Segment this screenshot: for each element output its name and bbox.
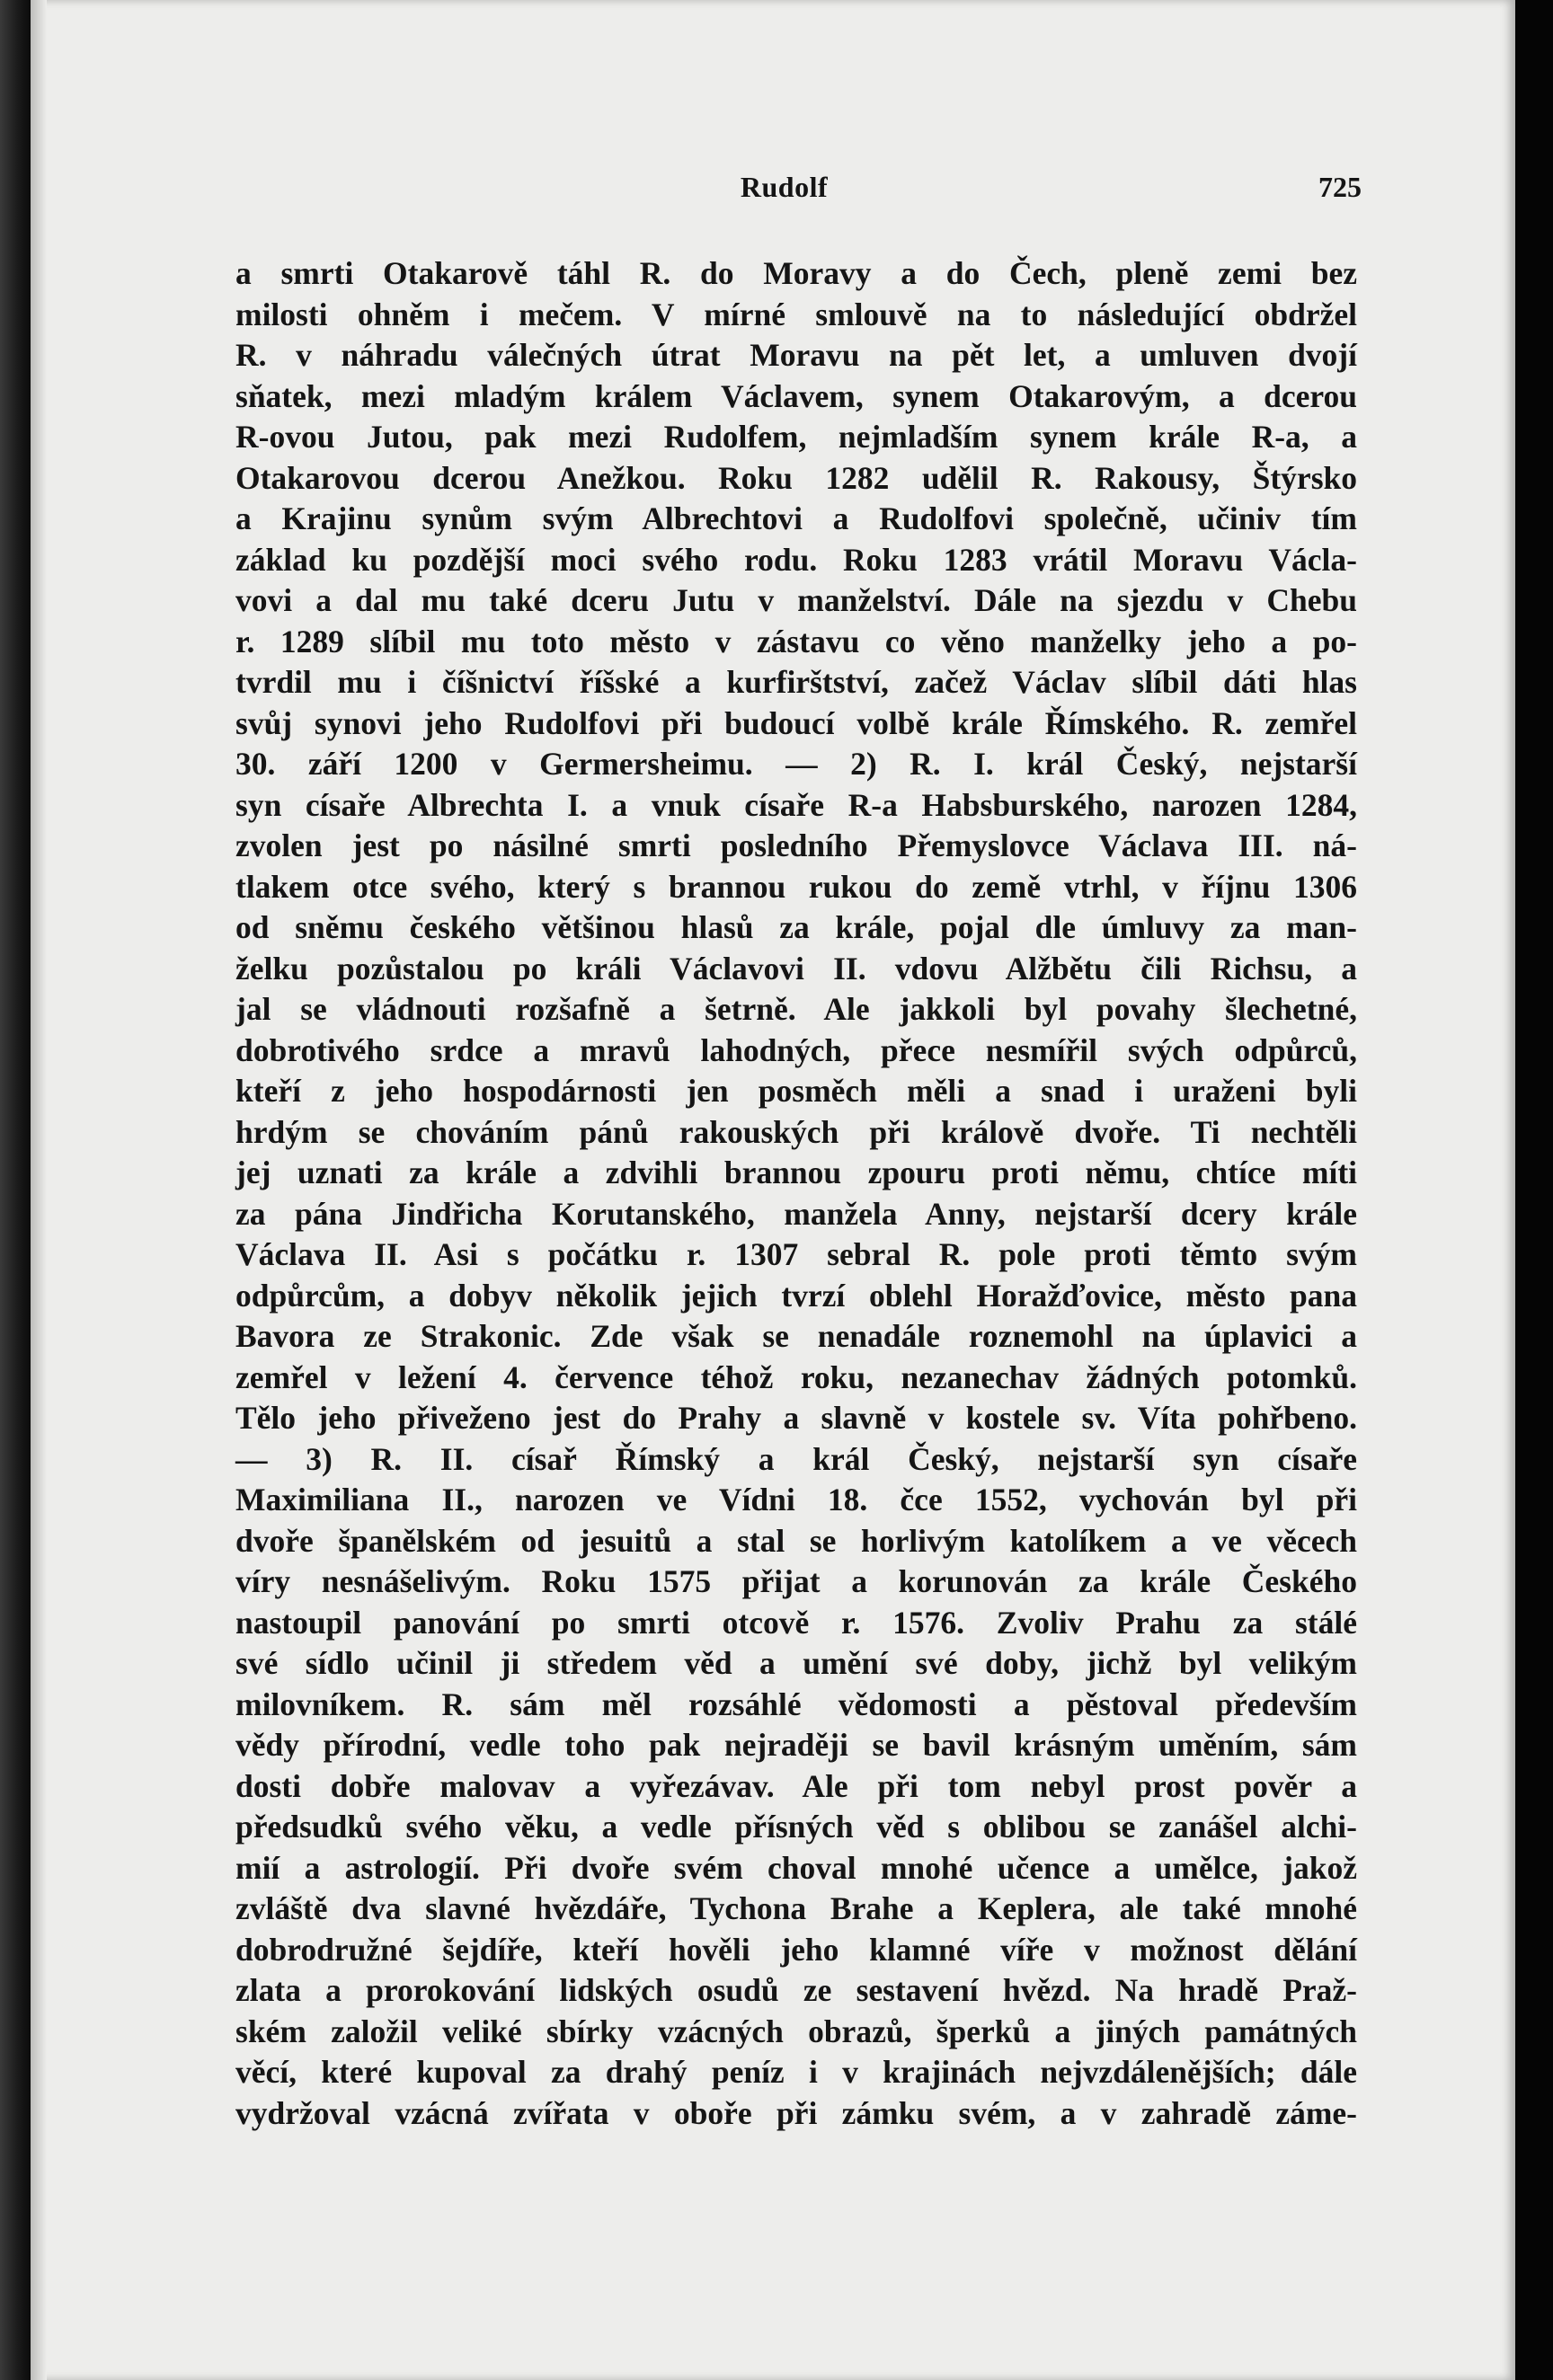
scan-left-edge [0, 0, 31, 2380]
page-number: 725 [1318, 171, 1362, 203]
text-line: syn císaře Albrechta I. a vnuk císaře R-a Habsburského, narozen 1284, [235, 786, 1357, 823]
text-line: vydržoval vzácná zvířata v oboře při zámku svém, a v zahradě záme- [235, 2094, 1357, 2131]
encyclopedia-entry-text [235, 253, 1357, 2134]
text-line: a smrti Otakarově táhl R. do Moravy a do Čech, pleně zemi bez [235, 255, 1357, 291]
text-line: jej uznati za krále a zdvihli brannou zpouru proti němu, chtíce míti [235, 1155, 1357, 1190]
text-line: svůj synovi jeho Rudolfovi při budoucí volbě krále Římského. R. zemřel [235, 704, 1357, 741]
text-line: dosti dobře malovav a vyřezávav. Ale při tom nebyl prost pověr a [235, 1767, 1357, 1804]
text-line: základ ku pozdější moci svého rodu. Roku 1283 vrátil Moravu Václa- [235, 541, 1357, 578]
text-line: za pána Jindřicha Korutanského, manžela Anny, nejstarší dcery krále [235, 1195, 1357, 1232]
text-line: jal se vládnouti rozšafně a šetrně. Ale jakkoli byl povahy šlechetné, [235, 991, 1357, 1027]
text-line: zvolen jest po násilné smrti posledního Přemyslovce Václava III. ná- [235, 827, 1357, 863]
text-line: zlata a prorokování lidských osudů ze sestavení hvězd. Na hradě Praž- [235, 1972, 1357, 2008]
text-line: ském založil veliké sbírky vzácných obrazů, šperků a jiných památných [235, 2013, 1357, 2049]
text-line: želku pozůstalou po králi Václavovi II. vdovu Alžbětu čili Richsu, a [235, 950, 1357, 987]
text-line: sňatek, mezi mladým králem Václavem, synem Otakarovým, a dcerou [235, 377, 1357, 414]
text-line: tvrdil mu i číšnictví říšské a kurfirštství, začež Václav slíbil dáti hlas [235, 664, 1357, 700]
text-line: dvoře španělském od jesuitů a stal se horlivým katolíkem a ve věcech [235, 1522, 1357, 1559]
text-line: mií a astrologií. Při dvoře svém choval mnohé učence a umělce, jakož [235, 1849, 1357, 1886]
text-line: hrdým se chováním pánů rakouských při králově dvoře. Ti nechtěli [235, 1113, 1357, 1150]
text-line: tlakem otce svého, který s brannou rukou do země vtrhl, v říjnu 1306 [235, 868, 1357, 905]
text-line: 30. září 1200 v Germersheimu. — 2) R. I. král Český, nejstarší [235, 746, 1357, 782]
text-line: Maximiliana II., narozen ve Vídni 18. čce 1552, vychován byl při [235, 1482, 1357, 1517]
text-line: zvláště dva slavné hvězdáře, Tychona Brahe a Keplera, ale také mnohé [235, 1890, 1357, 1926]
text-line: své sídlo učinil ji středem věd a umění své doby, jichž byl velikým [235, 1645, 1357, 1681]
text-line: zemřel v ležení 4. července téhož roku, nezanechav žádných potomků. [235, 1358, 1357, 1395]
text-line: kteří z jeho hospodárnosti jen posměch měli a snad i uraženi byli [235, 1073, 1357, 1109]
running-title: Rudolf [740, 171, 829, 203]
text-line: Tělo jeho přiveženo jest do Prahy a slavně v kostele sv. Víta pohřbeno. [235, 1400, 1357, 1436]
text-line: milovníkem. R. sám měl rozsáhlé vědomosti a pěstoval především [235, 1685, 1357, 1722]
text-line: věcí, které kupoval za drahý peníz i v krajinách nejvzdálenějších; dále [235, 2054, 1357, 2090]
page-header [207, 171, 1362, 216]
text-line: R-ovou Jutou, pak mezi Rudolfem, nejmladším synem krále R-a, a [235, 419, 1357, 455]
text-line: od sněmu českého většinou hlasů za krále, pojal dle úmluvy za man- [235, 909, 1357, 945]
text-line: Otakarovou dcerou Anežkou. Roku 1282 udělil R. Rakousy, Štýrsko [235, 459, 1357, 496]
text-line: R. v náhradu válečných útrat Moravu na pět let, a umluven dvojí [235, 337, 1357, 373]
text-line: a Krajinu synům svým Albrechtovi a Rudolfovi společně, učiniv tím [235, 500, 1357, 536]
text-line: milosti ohněm i mečem. V mírné smlouvě na to následující obdržel [235, 296, 1357, 332]
text-line: víry nesnášelivým. Roku 1575 přijat a korunován za krále Českého [235, 1563, 1357, 1599]
text-line: Václava II. Asi s počátku r. 1307 sebral R. pole proti těmto svým [235, 1236, 1357, 1272]
text-line: dobrodružné šejdíře, kteří hověli jeho klamné víře v možnost dělání [235, 1931, 1357, 1968]
text-line: předsudků svého věku, a vedle přísných věd s oblibou se zanášel alchi- [235, 1809, 1357, 1845]
text-line: vovi a dal mu také dceru Jutu v manželství. Dále na sjezdu v Chebu [235, 582, 1357, 618]
text-line: — 3) R. II. císař Římský a král Český, nejstarší syn císaře [235, 1440, 1357, 1477]
text-line: Bavora ze Strakonic. Zde však se nenadále roznemohl na úplavici a [235, 1318, 1357, 1354]
text-line: dobrotivého srdce a mravů lahodných, přece nesmířil svých odpůrců, [235, 1031, 1357, 1068]
scan-right-edge [1515, 0, 1553, 2380]
text-line: nastoupil panování po smrti otcově r. 1576. Zvoliv Prahu za stálé [235, 1604, 1357, 1641]
text-line: r. 1289 slíbil mu toto město v zástavu co věno manželky jeho a po- [235, 623, 1357, 659]
text-line: odpůrcům, a dobyv několik jejich tvrzí oblehl Horažďovice, město pana [235, 1277, 1357, 1314]
text-line: vědy přírodní, vedle toho pak nejraději se bavil krásným uměním, sám [235, 1727, 1357, 1763]
